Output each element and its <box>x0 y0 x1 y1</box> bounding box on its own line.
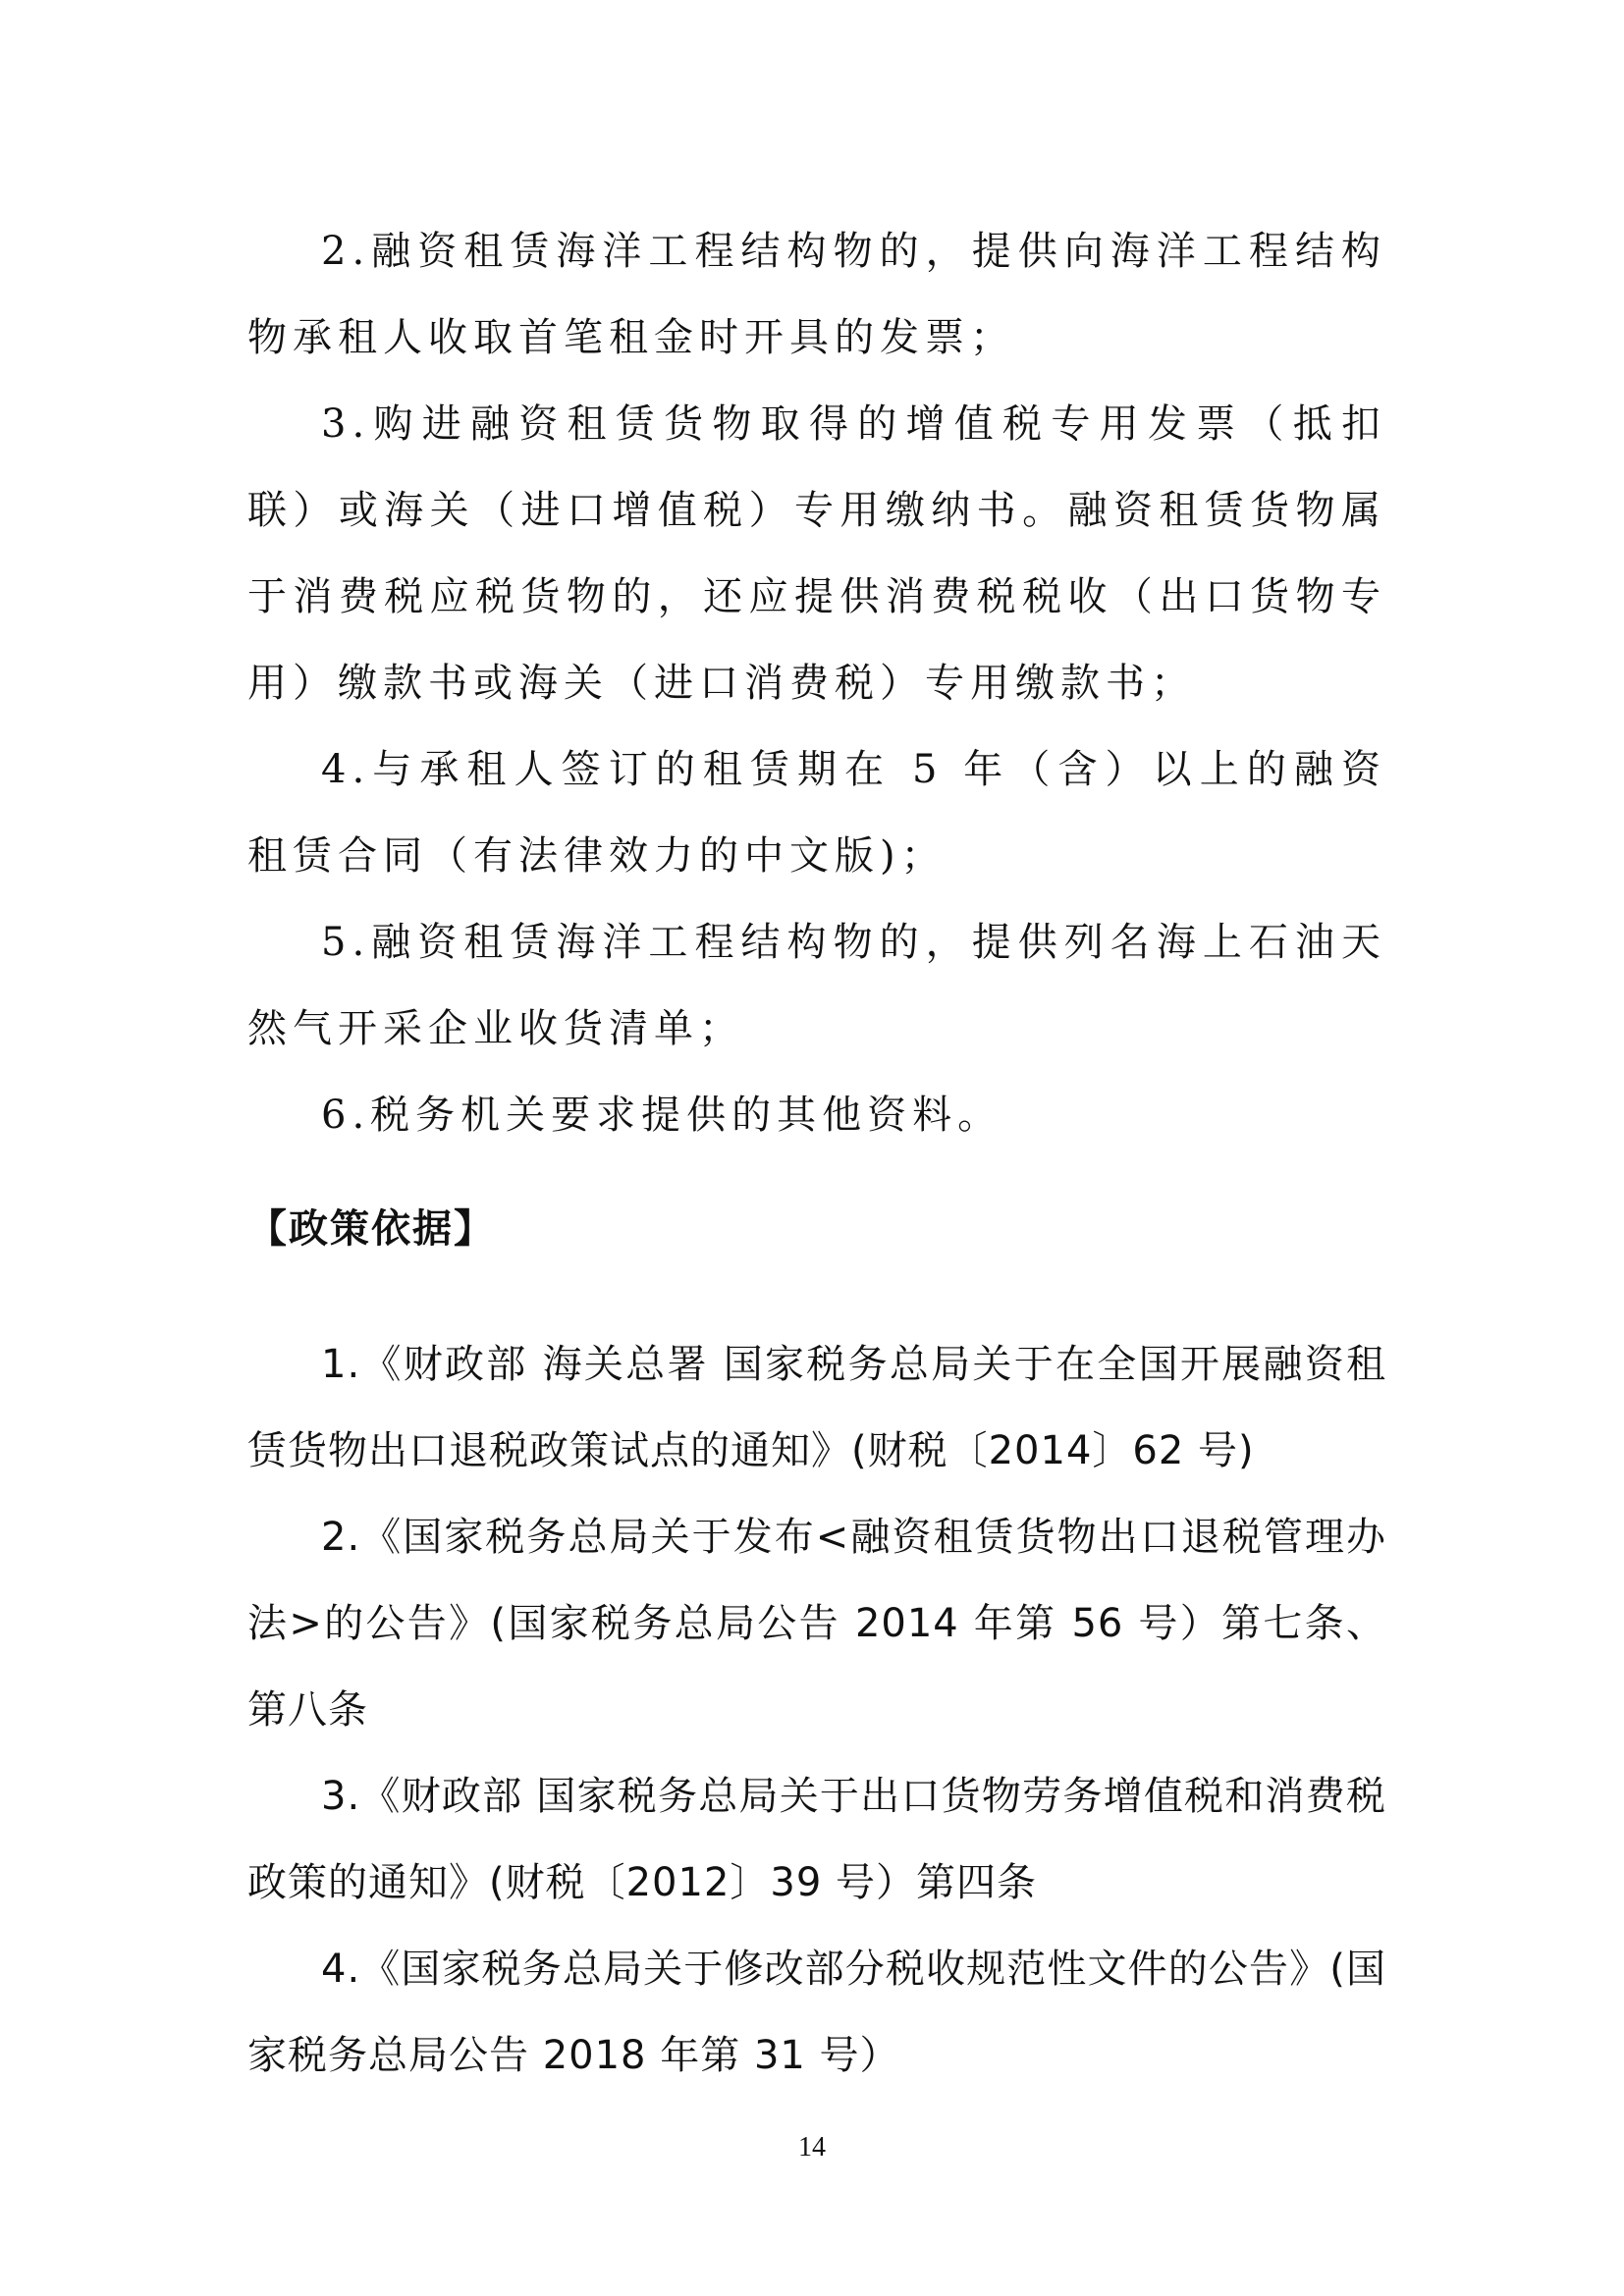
list-item-3: 3.购进融资租赁货物取得的增值税专用发票（抵扣联）或海关（进口增值税）专用缴纳书。融资租赁货物属于消费税应税货物的，还应提供消费税税收（出口货物专用）缴款书或海关（进口消费税）专用缴款书； <box>247 401 1386 706</box>
list-item-6: 6.税务机关要求提供的其他资料。 <box>321 1093 1003 1138</box>
page-content <box>247 208 1386 2099</box>
policy-basis-heading: 【政策依据】 <box>247 1206 495 1252</box>
policy-item-3: 3.《财政部 国家税务总局关于出口货物劳务增值税和消费税政策的通知》(财税〔2012〕39 号）第四条 <box>247 1774 1386 1905</box>
list-item-5: 5.融资租赁海洋工程结构物的，提供列名海上石油天然气开采企业收货清单； <box>247 920 1386 1051</box>
page-number: 14 <box>798 2132 826 2163</box>
policy-item-4: 4.《国家税务总局关于修改部分税收规范性文件的公告》(国家税务总局公告 2018 年第 31 号） <box>247 1947 1386 2078</box>
list-item-2: 2.融资租赁海洋工程结构物的，提供向海洋工程结构物承租人收取首笔租金时开具的发票； <box>247 229 1386 360</box>
list-item-4: 4.与承租人签订的租赁期在 5 年（含）以上的融资租赁合同（有法律效力的中文版)； <box>247 747 1386 879</box>
policy-item-2: 2.《国家税务总局关于发布<融资租赁货物出口退税管理办法>的公告》(国家税务总局公告 2014 年第 56 号）第七条、第八条 <box>247 1515 1386 1733</box>
policy-item-1: 1.《财政部 海关总署 国家税务总局关于在全国开展融资租赁货物出口退税政策试点的通知》(财税〔2014〕62 号) <box>247 1342 1386 1473</box>
